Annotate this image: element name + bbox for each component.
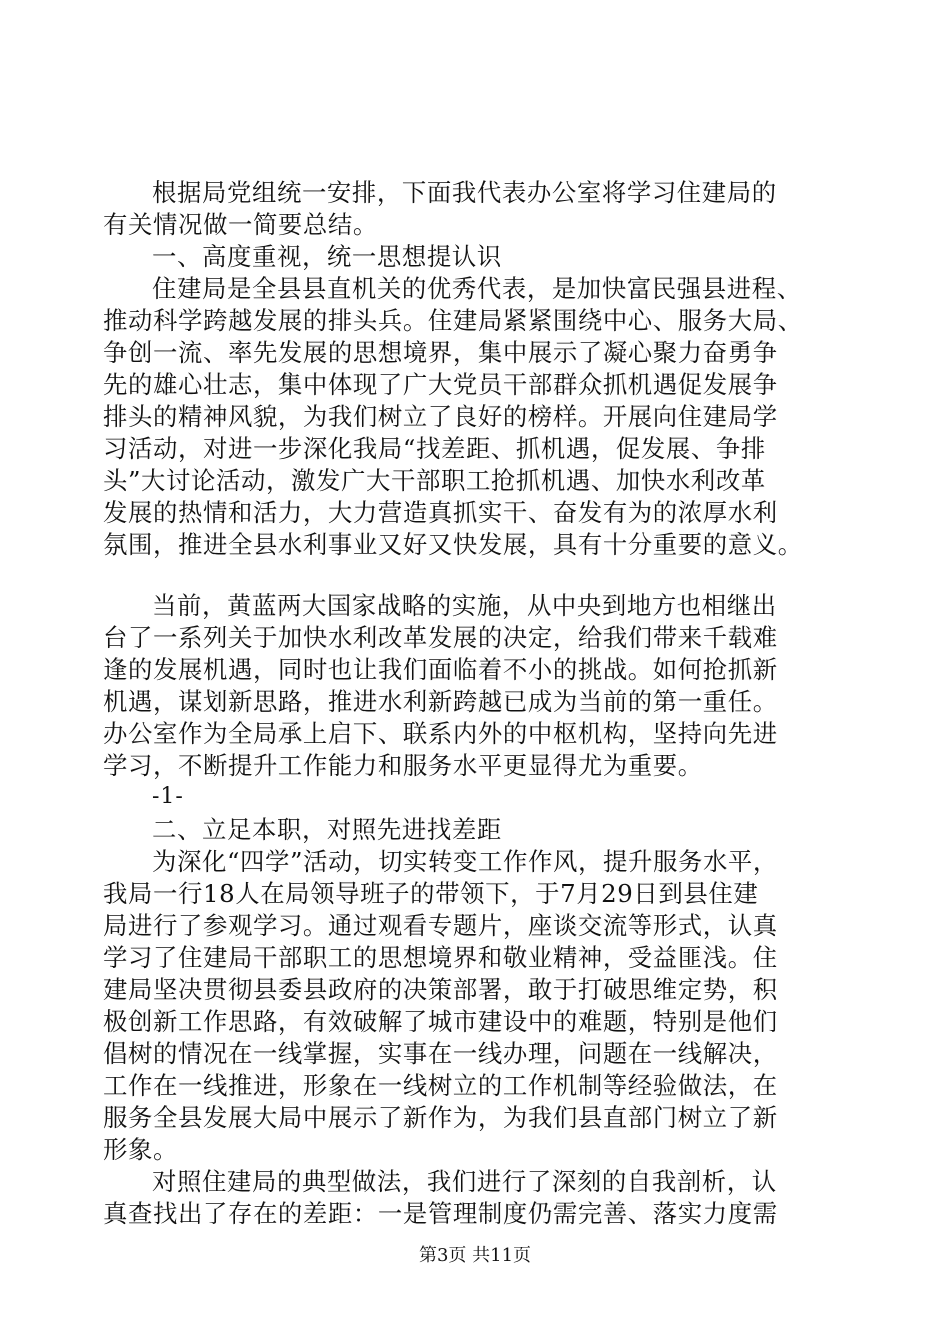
paragraph-line: 倡树的情况在一线掌握，实事在一线办理，问题在一线解决， — [103, 1039, 778, 1068]
paragraph-line: 当前，黄蓝两大国家战略的实施，从中央到地方也相继出 — [152, 591, 777, 620]
paragraph-line: 形象。 — [103, 1135, 178, 1164]
paragraph-line: 对照住建局的典型做法，我们进行了深刻的自我剖析，认 — [152, 1167, 777, 1196]
paragraph-line: 住建局是全县县直机关的优秀代表，是加快富民强县进程、 — [152, 274, 802, 303]
paragraph-line: 先的雄心壮志，集中体现了广大党员干部群众抓机遇促发展争 — [103, 370, 778, 399]
paragraph-line: 为深化“四学”活动，切实转变工作作风，提升服务水平， — [152, 847, 778, 876]
paragraph-line: 争创一流、率先发展的思想境界，集中展示了凝心聚力奋勇争 — [103, 338, 778, 367]
paragraph-line: 根据局党组统一安排，下面我代表办公室将学习住建局的 — [152, 178, 777, 207]
paragraph-line: 机遇，谋划新思路，推进水利新跨越已成为当前的第一重任。 — [103, 687, 778, 716]
paragraph-line: 排头的精神风貌，为我们树立了良好的榜样。开展向住建局学 — [103, 402, 778, 431]
paragraph-line: 学习，不断提升工作能力和服务水平更显得尤为重要。 — [103, 751, 703, 780]
paragraph-line: 服务全县发展大局中展示了新作为，为我们县直部门树立了新 — [103, 1103, 778, 1132]
paragraph-line: 办公室作为全局承上启下、联系内外的中枢机构，坚持向先进 — [103, 719, 778, 748]
paragraph-line: 建局坚决贯彻县委县政府的决策部署，敢于打破思维定势，积 — [103, 975, 778, 1004]
paragraph-line: 工作在一线推进，形象在一线树立的工作机制等经验做法，在 — [103, 1071, 778, 1100]
section-heading: 一、高度重视，统一思想提认识 — [152, 242, 502, 271]
paragraph-line: 推动科学跨越发展的排头兵。住建局紧紧围绕中心、服务大局、 — [103, 306, 803, 335]
paragraph-line: 真查找出了存在的差距：一是管理制度仍需完善、落实力度需 — [103, 1199, 778, 1228]
paragraph-line: 局进行了参观学习。通过观看专题片，座谈交流等形式，认真 — [103, 911, 778, 940]
paragraph-line: 台了一系列关于加快水利改革发展的决定，给我们带来千载难 — [103, 623, 778, 652]
paragraph-line: 学习了住建局干部职工的思想境界和敬业精神，受益匪浅。住 — [103, 943, 778, 972]
paragraph-line: 头”大讨论活动，激发广大干部职工抢抓机遇、加快水利改革 — [103, 466, 766, 495]
section-heading: 二、立足本职，对照先进找差距 — [152, 815, 502, 844]
paragraph-line: 有关情况做一简要总结。 — [103, 210, 378, 239]
paragraph-line: 逢的发展机遇，同时也让我们面临着不小的挑战。如何抢抓新 — [103, 655, 778, 684]
page-marker: -1- — [152, 784, 184, 809]
paragraph-line: 我局一行18人在局领导班子的带领下，于7月29日到县住建 — [103, 879, 759, 908]
paragraph-line: 极创新工作思路，有效破解了城市建设中的难题，特别是他们 — [103, 1007, 778, 1036]
paragraph-line: 氛围，推进全县水利事业又好又快发展，具有十分重要的意义。 — [103, 530, 803, 559]
page-footer: 第3页 共11页 — [418, 1245, 532, 1266]
paragraph-line: 习活动，对进一步深化我局“找差距、抓机遇，促发展、争排 — [103, 434, 766, 463]
paragraph-line: 发展的热情和活力，大力营造真抓实干、奋发有为的浓厚水利 — [103, 498, 778, 527]
